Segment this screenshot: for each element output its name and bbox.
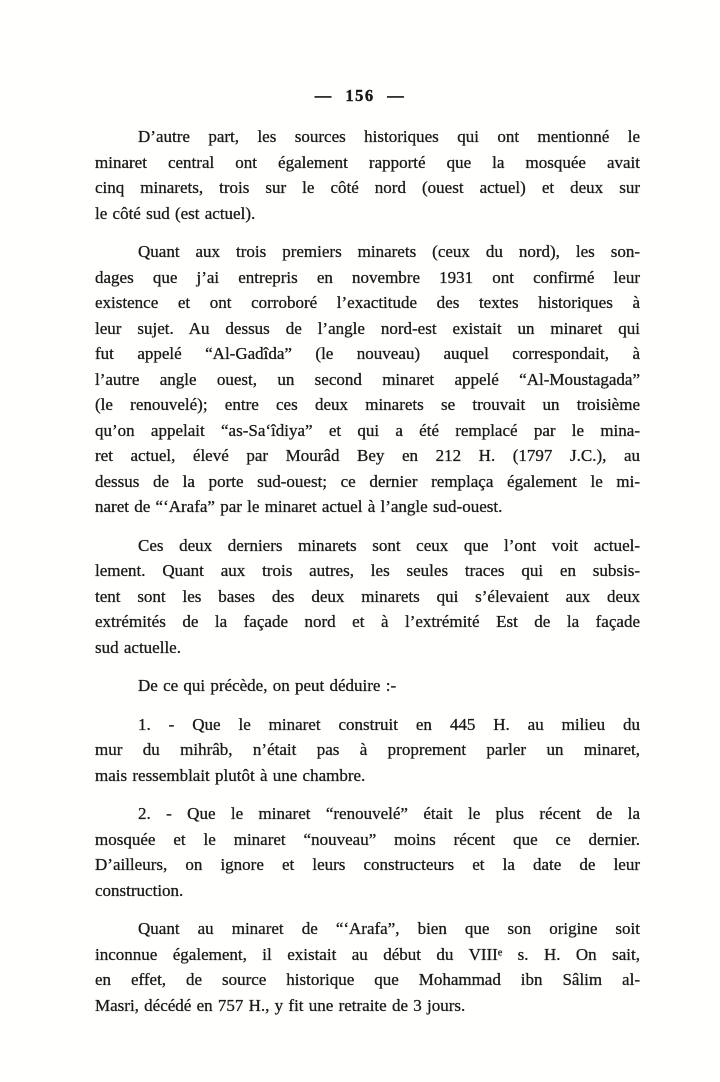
text-line: sud actuelle. [95, 637, 181, 657]
text-line: extrémités de la façade nord et à l’extrémité Est de la façade [95, 612, 640, 631]
text-line: naret de “‘Arafa” par le minaret actuel à l’angle sud-ouest. [95, 497, 503, 516]
paragraph [95, 916, 640, 1018]
text-line: minaret central ont également rapporté que la mosquée avait [95, 152, 640, 172]
paragraph [95, 239, 640, 520]
text-line: mais ressemblait plutôt à une chambre. [95, 765, 366, 785]
text-line: (le renouvelé); entre ces deux minarets se trouvait un troisième [95, 395, 640, 414]
text-line: Quant au minaret de “‘Arafa”, bien que son origine soit [138, 919, 640, 938]
text-line: le côté sud (est actuel). [95, 203, 256, 223]
text-line: Ces deux derniers minarets sont ceux que l’ont voit actuel- [138, 535, 640, 555]
page-body-text [95, 124, 640, 1031]
text-line: existence et ont corroboré l’exactitude des textes historiques à [95, 293, 640, 312]
text-line: 2. - Que le minaret “renouvelé” était le plus récent de la [138, 804, 640, 823]
text-line: qu’on appelait “as-Sa‘îdiya” et qui a été remplacé par le mina- [95, 420, 640, 440]
text-line: 1. - Que le minaret construit en 445 H. au milieu du [138, 714, 640, 734]
text-line: ret actuel, élevé par Mourâd Bey en 212 H. (1797 J.C.), au [95, 446, 640, 465]
paragraph-list-item-1 [95, 712, 640, 789]
text-line: fut appelé “Al-Gadîda” (le nouveau) auquel correspondait, à [95, 344, 640, 363]
text-line: mosquée et le minaret “nouveau” moins récent que ce dernier. [95, 829, 640, 849]
text-line: D’ailleurs, on ignore et leurs constructeurs et la date de leur [95, 855, 640, 874]
paragraph [95, 124, 640, 226]
paragraph [95, 673, 640, 699]
text-line: D’autre part, les sources historiques qui ont mentionné le [138, 127, 640, 146]
text-line: lement. Quant aux trois autres, les seules traces qui en subsis- [95, 561, 640, 580]
text-line: dessus de la porte sud-ouest; ce dernier remplaça également le mi- [95, 471, 640, 491]
text-line: l’autre angle ouest, un second minaret appelé “Al-Moustagada” [95, 369, 640, 389]
page-number: — 156 — [314, 86, 406, 105]
paragraph-list-item-2 [95, 801, 640, 903]
text-line: en effet, de source historique que Mohammad ibn Sâlim al- [95, 970, 640, 989]
text-line: De ce qui précède, on peut déduire :- [138, 676, 397, 695]
text-line: Masri, décédé en 757 H., y fit une retraite de 3 jours. [95, 995, 466, 1015]
text-line: mur du mihrâb, n’était pas à proprement parler un minaret, [95, 740, 640, 759]
text-line: leur sujet. Au dessus de l’angle nord-est existait un minaret qui [95, 318, 640, 338]
text-line: construction. [95, 880, 184, 900]
text-line: cinq minarets, trois sur le côté nord (ouest actuel) et deux sur [95, 178, 640, 197]
paragraph [95, 533, 640, 661]
text-line: dages que j’ai entrepris en novembre 1931 ont confirmé leur [95, 267, 640, 287]
text-line: tent sont les bases des deux minarets qui s’élevaient aux deux [95, 586, 640, 606]
text-line: Quant aux trois premiers minarets (ceux du nord), les son- [138, 242, 640, 261]
text-line: inconnue également, il existait au début du VIIIᵉ s. H. On sait, [95, 944, 640, 964]
